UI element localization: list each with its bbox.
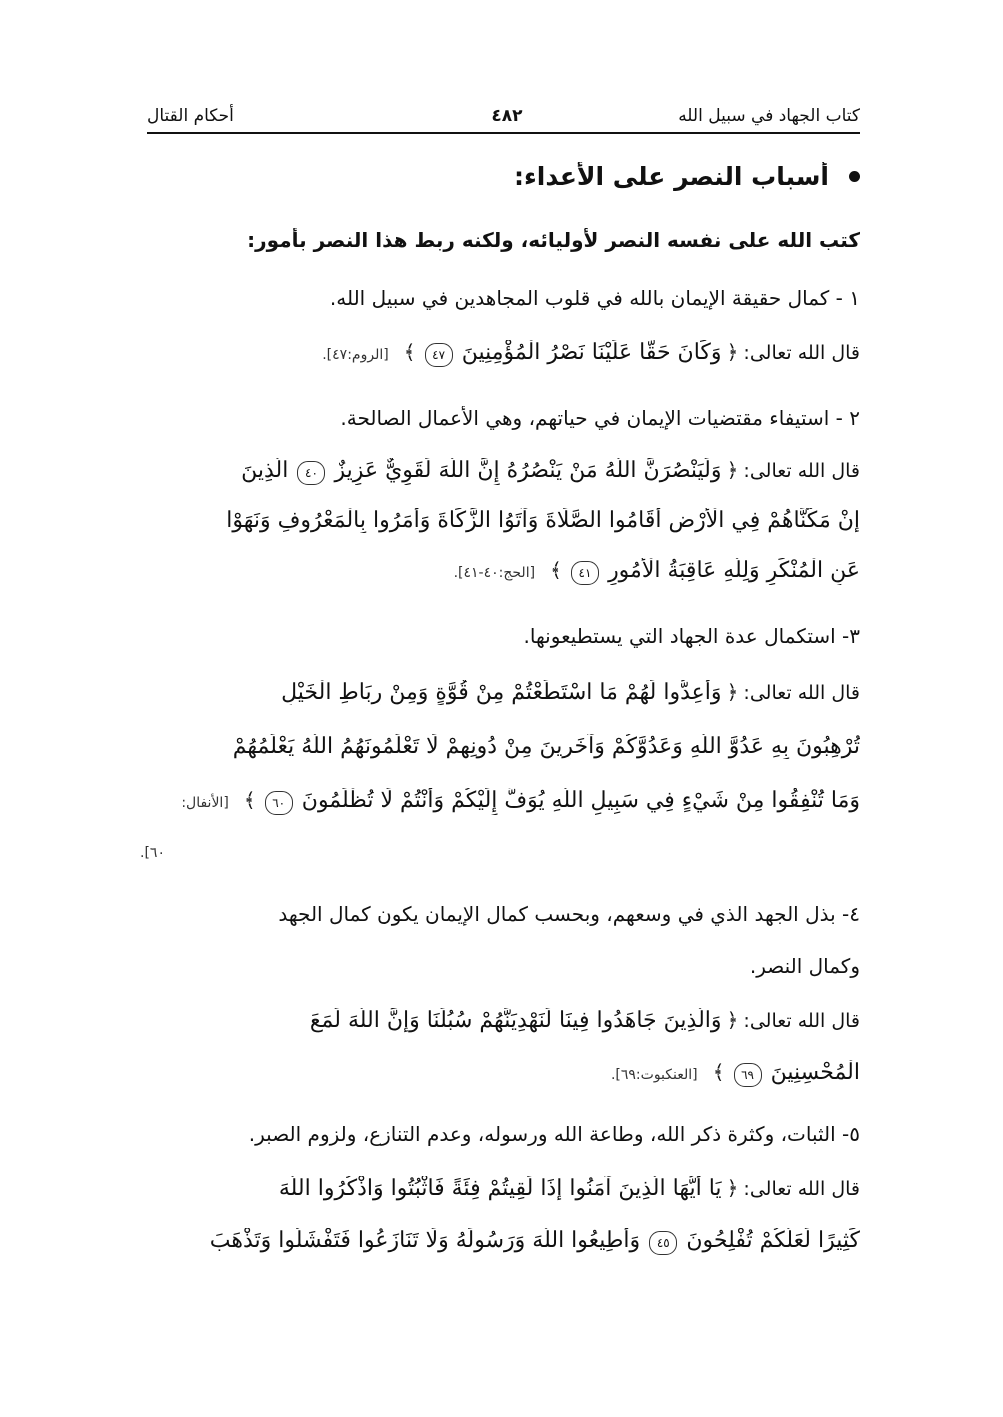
verse-line: كَثِيرًا لَعَلَّكُمْ تُفْلِحُونَ [686,1228,860,1253]
point-4-line-2: وكمال النصر. [749,954,860,978]
ayah-number: ٤١ [571,561,599,585]
bracket-open: ﴿ [726,458,739,482]
quote-3-line-1 [140,680,860,705]
bracket-open: ﴿ [726,680,739,704]
verse-line: يَا أَيُّهَا الَّذِينَ آمَنُوا إِذَا لَقِيتُمْ فِئَةً فَاثْبُتُوا وَاذْكُرُوا اللَّهَ [278,1176,722,1201]
ayah-number: ٤٧ [425,343,453,367]
quote-1 [140,340,860,367]
header-chapter-title: أحكام القتال [147,106,234,126]
quote-5-line-2 [140,1228,860,1255]
ayah-number: ٦٩ [734,1063,762,1087]
point-1: ١ - كمال حقيقة الإيمان بالله في قلوب المجاهدين في سبيل الله. [329,286,860,310]
bracket-close: ﴾ [243,788,256,812]
header-book-title: كتاب الجهاد في سبيل الله [678,106,860,126]
verse-line: وَكَانَ حَقًّا عَلَيْنَا نَصْرُ الْمُؤْمِنِينَ [461,340,722,365]
verse-line: الْمُحْسِنِينَ [770,1060,860,1085]
point-5: ٥- الثبات، وكثرة ذكر الله، وطاعة الله ورسوله، وعدم التنازع، ولزوم الصبر. [248,1122,860,1146]
bracket-close: ﴾ [403,340,416,364]
point-3: ٣- استكمال عدة الجهاد التي يستطيعونها. [523,624,860,648]
quote-2-line-3 [140,558,860,585]
verse-reference: [الحج:٤٠-٤١]. [453,565,536,581]
bracket-open: ﴿ [726,1008,739,1032]
quote-4-line-1 [140,1008,860,1033]
verse-line: الَّذِينَ [241,458,289,483]
bracket-close: ﴾ [712,1060,725,1084]
section-intro: كتب الله على نفسه النصر لأوليائه، ولكنه ربط هذا النصر بأمور: [247,228,860,252]
verse-line: وَأَعِدُّوا لَهُمْ مَا اسْتَطَعْتُمْ مِنْ قُوَّةٍ وَمِنْ رِبَاطِ الْخَيْلِ [281,680,722,705]
verse-line: وَلَيَنْصُرَنَّ اللَّهُ مَنْ يَنْصُرُهُ إِنَّ اللَّهَ لَقَوِيٌّ عَزِيزٌ [334,458,722,483]
verse-reference: [الأنفال: [181,795,229,811]
section-heading-text: أسباب النصر على الأعداء: [514,162,829,191]
verse-line: عَنِ الْمُنْكَرِ وَلِلَّهِ عَاقِبَةُ الْأُمُورِ [608,558,860,583]
quote-3-line-2: تُرْهِبُونَ بِهِ عَدُوَّ اللَّهِ وَعَدُوَّكُمْ وَآخَرِينَ مِنْ دُونِهِمْ لَا تَعْلَمُونَهُمُ اللَّهُ يَعْلَمُهُمْ [232,734,860,759]
quote-3-line-3 [140,788,860,815]
verse-reference: [الروم:٤٧]. [322,347,389,363]
page-header [147,92,860,134]
verse-reference: ٦٠]. [140,845,165,861]
quote-3-line-4 [140,842,860,861]
bracket-close: ﴾ [550,558,562,582]
ayah-number: ٤٠ [297,461,325,485]
quote-4-line-2 [140,1060,860,1087]
verse-line: وَأَطِيعُوا اللَّهَ وَرَسُولَهُ وَلَا تَنَازَعُوا فَتَفْشَلُوا وَتَذْهَبَ [209,1228,641,1253]
bracket-open: ﴿ [726,1176,739,1200]
quote-2-line-1 [140,458,860,485]
verse-line: وَمَا تُنْفِقُوا مِنْ شَيْءٍ فِي سَبِيلِ اللَّهِ يُوَفَّ إِلَيْكُمْ وَأَنْتُمْ لَا تُظْلَمُونَ [301,788,860,813]
quote-5-line-1 [140,1176,860,1201]
verse-line: وَالَّذِينَ جَاهَدُوا فِينَا لَنَهْدِيَنَّهُمْ سُبُلَنَا وَإِنَّ اللَّهَ لَمَعَ [309,1008,722,1033]
ayah-number: ٤٥ [649,1231,677,1255]
ayah-number: ٦٠ [265,791,293,815]
point-4-line-1: ٤- بذل الجهد الذي في وسعهم، وبحسب كمال الإيمان يكون كمال الجهد [278,902,860,926]
verse-reference: [العنكبوت:٦٩]. [610,1067,698,1083]
quote-2-line-2: إِنْ مَكَّنَّاهُمْ فِي الْأَرْضِ أَقَامُوا الصَّلَاةَ وَآتَوُا الزَّكَاةَ وَأَمَرُوا بِالْمَعْرُوفِ وَنَهَوْا [226,508,860,533]
point-2: ٢ - استيفاء مقتضيات الإيمان في حياتهم، وهي الأعمال الصالحة. [340,406,860,430]
quote-intro: قال الله تعالى: [743,460,860,482]
bullet-icon [849,171,860,182]
quote-intro: قال الله تعالى: [743,1178,860,1200]
header-page-number: ٤٨٢ [491,106,523,126]
quote-intro: قال الله تعالى: [743,1010,860,1032]
section-heading [140,162,860,191]
quote-intro: قال الله تعالى: [743,342,860,364]
bracket-open: ﴿ [726,340,739,364]
quote-intro: قال الله تعالى: [743,682,860,704]
